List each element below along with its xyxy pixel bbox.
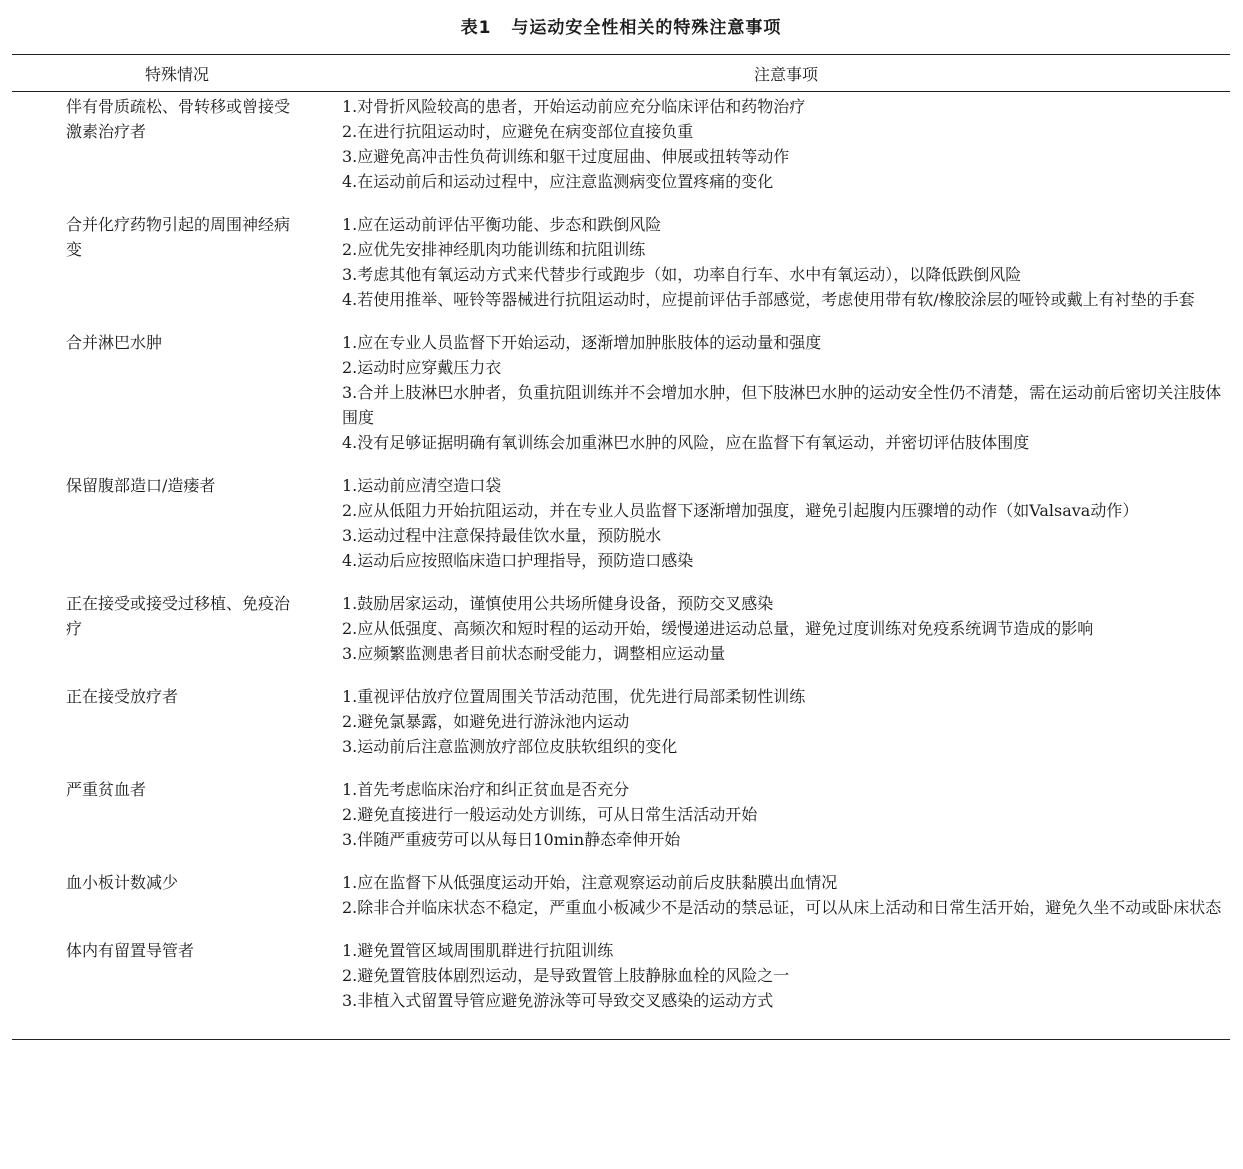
condition-cell [12, 473, 342, 591]
notes-cell [342, 684, 1230, 777]
note-item: 1.运动前应清空造口袋 [342, 476, 502, 495]
table-row [12, 870, 1230, 938]
condition-text: 严重贫血者 [66, 780, 147, 799]
precautions-table [12, 54, 1230, 1040]
table-header [12, 55, 1230, 92]
table-row [12, 777, 1230, 870]
condition-cell [12, 212, 342, 330]
note-item: 3.应避免高冲击性负荷训练和躯干过度屈曲、伸展或扭转等动作 [342, 147, 790, 166]
notes-cell [342, 330, 1230, 473]
condition-cell [12, 330, 342, 473]
notes-cell [342, 591, 1230, 684]
condition-cell [12, 92, 342, 213]
condition-cell [12, 591, 342, 684]
note-item: 1.首先考虑临床治疗和纠正贫血是否充分 [342, 780, 630, 799]
note-item: 1.应在专业人员监督下开始运动，逐渐增加肿胀肢体的运动量和强度 [342, 333, 822, 352]
note-item: 1.避免置管区域周围肌群进行抗阻训练 [342, 941, 614, 960]
notes-cell [342, 473, 1230, 591]
note-item: 1.重视评估放疗位置周围关节活动范围，优先进行局部柔韧性训练 [342, 687, 806, 706]
table-row [12, 591, 1230, 684]
condition-text: 保留腹部造口/造瘘者 [66, 476, 216, 495]
table-row [12, 473, 1230, 591]
notes-cell [342, 870, 1230, 938]
table-row [12, 92, 1230, 213]
note-item: 2.应从低阻力开始抗阻运动，并在专业人员监督下逐渐增加强度，避免引起腹内压骤增的动作（如Valsava动作） [342, 501, 1139, 520]
table-row [12, 212, 1230, 330]
header-condition: 特殊情况 [144, 64, 209, 84]
note-item: 2.避免直接进行一般运动处方训练，可从日常生活活动开始 [342, 805, 758, 824]
note-item: 4.没有足够证据明确有氧训练会加重淋巴水肿的风险，应在监督下有氧运动，并密切评估肢体围度 [342, 433, 1030, 452]
note-item: 3.非植入式留置导管应避免游泳等可导致交叉感染的运动方式 [342, 991, 774, 1010]
note-item: 2.除非合并临床状态不稳定，严重血小板减少不是活动的禁忌证，可以从床上活动和日常生活开始，避免久坐不动或卧床状态 [342, 898, 1222, 917]
notes-cell [342, 92, 1230, 213]
note-item: 3.运动过程中注意保持最佳饮水量，预防脱水 [342, 526, 662, 545]
table-row [12, 684, 1230, 777]
condition-cell [12, 938, 342, 1040]
note-item: 2.避免氯暴露，如避免进行游泳池内运动 [342, 712, 630, 731]
table-title: 与运动安全性相关的特殊注意事项 [511, 18, 782, 38]
header-row [12, 55, 1230, 92]
note-item: 4.在运动前后和运动过程中，应注意监测病变位置疼痛的变化 [342, 172, 774, 191]
note-item: 2.避免置管肢体剧烈运动，是导致置管上肢静脉血栓的风险之一 [342, 966, 790, 985]
condition-text: 血小板计数减少 [66, 873, 179, 892]
page [12, 0, 1230, 1040]
note-item: 3.合并上肢淋巴水肿者，负重抗阻训练并不会增加水肿，但下肢淋巴水肿的运动安全性仍不清楚，需在运动前后密切关注肢体围度 [342, 383, 1222, 427]
note-item: 4.运动后应按照临床造口护理指导，预防造口感染 [342, 551, 694, 570]
condition-text: 体内有留置导管者 [66, 941, 195, 960]
note-item: 2.运动时应穿戴压力衣 [342, 358, 502, 377]
note-item: 1.应在监督下从低强度运动开始，注意观察运动前后皮肤黏膜出血情况 [342, 873, 838, 892]
note-item: 1.对骨折风险较高的患者，开始运动前应充分临床评估和药物治疗 [342, 97, 806, 116]
note-item: 3.应频繁监测患者目前状态耐受能力，调整相应运动量 [342, 644, 726, 663]
header-notes: 注意事项 [753, 64, 818, 84]
notes-cell [342, 938, 1230, 1040]
condition-cell [12, 684, 342, 777]
note-item: 4.若使用推举、哑铃等器械进行抗阻运动时，应提前评估手部感觉，考虑使用带有软/橡胶涂层的哑铃或戴上有衬垫的手套 [342, 290, 1195, 309]
note-item: 3.考虑其他有氧运动方式来代替步行或跑步（如，功率自行车、水中有氧运动），以降低跌倒风险 [342, 265, 1022, 284]
table-caption [12, 0, 1230, 36]
condition-text: 伴有骨质疏松、骨转移或曾接受激素治疗者 [66, 97, 291, 141]
condition-text: 合并淋巴水肿 [66, 333, 163, 352]
table-body [12, 92, 1230, 1040]
table-number: 表1 [460, 18, 492, 38]
note-item: 3.运动前后注意监测放疗部位皮肤软组织的变化 [342, 737, 678, 756]
note-item: 3.伴随严重疲劳可以从每日10min静态牵伸开始 [342, 830, 681, 849]
condition-cell [12, 870, 342, 938]
condition-text: 合并化疗药物引起的周围神经病变 [66, 215, 291, 259]
notes-cell [342, 777, 1230, 870]
table-row [12, 330, 1230, 473]
note-item: 1.鼓励居家运动，谨慎使用公共场所健身设备，预防交叉感染 [342, 594, 774, 613]
note-item: 1.应在运动前评估平衡功能、步态和跌倒风险 [342, 215, 662, 234]
condition-text: 正在接受放疗者 [66, 687, 179, 706]
table-row [12, 938, 1230, 1040]
condition-text: 正在接受或接受过移植、免疫治疗 [66, 594, 291, 638]
notes-cell [342, 212, 1230, 330]
condition-cell [12, 777, 342, 870]
note-item: 2.应从低强度、高频次和短时程的运动开始，缓慢递进运动总量，避免过度训练对免疫系统调节造成的影响 [342, 619, 1094, 638]
note-item: 2.在进行抗阻运动时，应避免在病变部位直接负重 [342, 122, 694, 141]
note-item: 2.应优先安排神经肌肉功能训练和抗阻训练 [342, 240, 646, 259]
